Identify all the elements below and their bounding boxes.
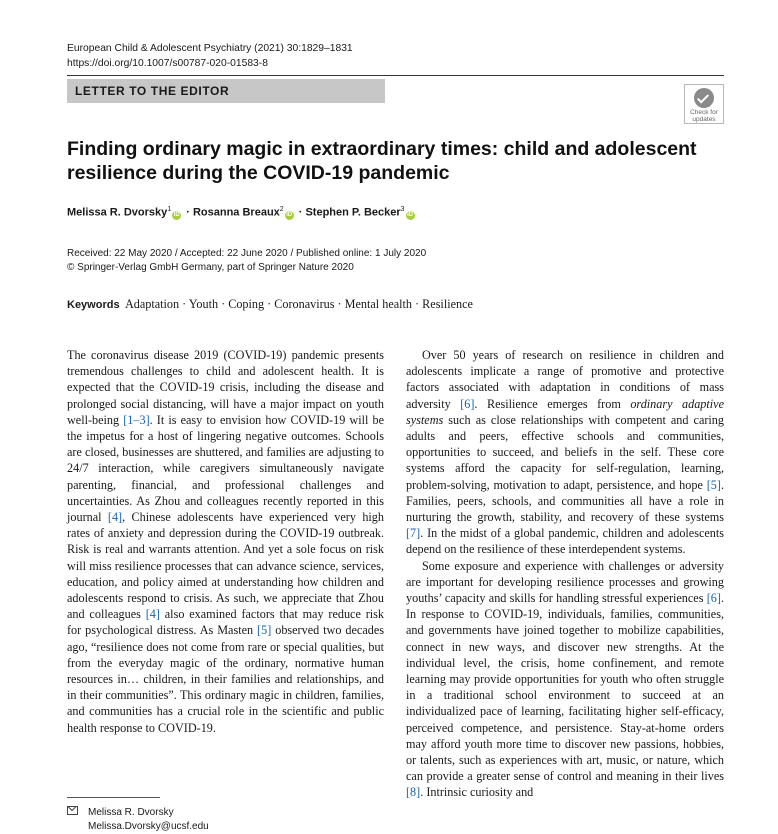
affiliation-marker: 1 bbox=[167, 206, 172, 213]
citation-link[interactable]: [6] bbox=[460, 396, 475, 411]
author-separator: · bbox=[183, 206, 193, 219]
copyright-notice: © Springer-Verlag GmbH Germany, part of Springer Nature 2020 bbox=[67, 261, 354, 273]
body-paragraph bbox=[406, 347, 724, 558]
citation-link[interactable]: [4] bbox=[107, 510, 123, 525]
contact-name: Melissa R. Dvorsky bbox=[88, 807, 174, 818]
check-for-updates-icon bbox=[694, 88, 714, 108]
orcid-icon[interactable]: iD bbox=[407, 211, 414, 218]
body-text: such as close relationships with competent and caring adults and peers, effective schools and communities, opportunities to succeed, and beliefs in the self. These core systems afford the capacity for self-regulation, learning, problem-solving, motivation to adapt, persistence, and hope bbox=[406, 412, 724, 492]
body-text: observed two decades ago, “resilience does not come from rare or special qualities, but from the everyday magic of the ordinary, normative human resources in… children, in their families and relationships, and in their communities”. This ordinary magic in children, families, and communities has a crucial role in the scientific and public health response to COVID-19. bbox=[67, 623, 384, 735]
footnote-rule bbox=[67, 797, 160, 798]
body-text: . In the midst of a global pandemic, children and adolescents depend on the resilience of these interdependent systems. bbox=[406, 526, 724, 557]
author-name[interactable]: Rosanna Breaux bbox=[192, 206, 280, 219]
badge-text: Check for updates bbox=[690, 109, 718, 123]
body-column-left bbox=[67, 347, 384, 736]
body-text: . Resilience emerges from bbox=[474, 396, 631, 411]
author-list bbox=[67, 206, 417, 220]
body-text: , Chinese adolescents have experienced very high rates of anxiety and depression during the COVID-19 outbreak. Risk is real and warrants attention. And yet a sole focus on risk will miss resilience processes that can advance science, services, education, and policy aimed at understanding how children and adolescents respond to crisis. As such, we appreciate that Zhou and colleagues bbox=[67, 510, 384, 622]
body-paragraph bbox=[67, 347, 384, 736]
author-separator: · bbox=[295, 206, 306, 219]
keywords-list: Adaptation · Youth · Coping · Coronavirus · Mental health · Resilience bbox=[124, 297, 473, 311]
body-paragraph bbox=[406, 558, 724, 801]
check-for-updates-button[interactable] bbox=[684, 84, 724, 124]
emphasized-text: ordinary adaptive systems bbox=[406, 396, 724, 427]
received-dates: Received: 22 May 2020 / Accepted: 22 June 2020 / Published online: 1 July 2020 bbox=[67, 248, 427, 259]
affiliation-marker: 2 bbox=[279, 206, 284, 213]
citation-link[interactable]: [8] bbox=[406, 785, 421, 800]
citation-link[interactable]: [6] bbox=[706, 591, 721, 606]
keywords-label: Keywords bbox=[67, 299, 120, 311]
header-rule bbox=[67, 75, 724, 76]
keywords-section bbox=[67, 297, 473, 312]
contact-email[interactable]: Melissa.Dvorsky@ucsf.edu bbox=[88, 821, 209, 832]
citation-link[interactable]: [5] bbox=[257, 623, 272, 638]
body-column-right bbox=[406, 347, 724, 801]
article-type-banner: LETTER TO THE EDITOR bbox=[67, 79, 385, 103]
body-text: Over 50 years of research on resilience in children and adolescents implicate a range of promotive and protective factors associated with adaptation in conditions of mass adversity bbox=[406, 348, 724, 411]
doi-link[interactable]: https://doi.org/10.1007/s00787-020-01583-8 bbox=[67, 57, 268, 69]
body-text: . In response to COVID-19, individuals, families, communities, and governments have joined together to mobilize capabilities, connect in new ways, and discover new strengths. At the individual level, the crisis, home confinement, and remote learning may provide opportunities for youth who often struggle in a traditional school environment to succeed at an individualized pace of learning, facilitating higher self-efficacy, perceived competence, and persistence. Stay-at-home orders may afford youth more time to discover new passions, hobbies, or talents, such as experiences with art, music, or nature, which can provide a greater sense of control and meaning in their lives bbox=[406, 591, 724, 784]
citation-link[interactable]: [1–3] bbox=[123, 412, 150, 427]
corresponding-author bbox=[67, 806, 209, 834]
affiliation-marker: 3 bbox=[400, 206, 405, 213]
citation-link[interactable]: [7] bbox=[406, 526, 421, 541]
body-text: also examined factors that may reduce risk for psychological distress. As Masten bbox=[67, 607, 384, 638]
body-text: Some exposure and experience with challenges or adversity are important for developing resilience processes and growing youths’ capacity and skills for handling stressful experiences bbox=[406, 558, 724, 606]
body-text: . Intrinsic curiosity and bbox=[420, 785, 534, 800]
journal-line: European Child & Adolescent Psychiatry (2021) 30:1829–1831 bbox=[67, 43, 353, 54]
citation-link[interactable]: [4] bbox=[145, 607, 160, 622]
body-text: . It is easy to envision how COVID-19 will be the impetus for a host of lingering negative outcomes. Schools are closed, businesses are shuttered, and families are adjusting to 24/7 interaction, while caregivers simultaneously navigate parenting, financial, and professional challenges and uncertainties. As Zhou and colleagues recently reported in this journal bbox=[67, 412, 384, 525]
publication-dates bbox=[67, 247, 426, 274]
orcid-icon[interactable]: iD bbox=[173, 211, 180, 218]
author-name[interactable]: Stephen P. Becker bbox=[305, 206, 401, 219]
journal-citation bbox=[67, 42, 353, 71]
article-title: Finding ordinary magic in extraordinary times: child and adolescent resilience during the COVID-19 pandemic bbox=[67, 138, 697, 184]
citation-link[interactable]: [5] bbox=[706, 477, 721, 492]
envelope-icon bbox=[67, 806, 78, 815]
body-text: . Families, peers, schools, and communities all have a role in nurturing the growth, stability, and recovery of these systems bbox=[406, 477, 724, 525]
author-name[interactable]: Melissa R. Dvorsky bbox=[67, 206, 168, 219]
orcid-icon[interactable]: iD bbox=[286, 211, 293, 218]
body-text: The coronavirus disease 2019 (COVID-19) pandemic presents tremendous challenges to child and adolescent health. It is expected that the COVID-19 crisis, including the disease and prolonged social distancing, will have a major impact on youth well-being bbox=[67, 348, 384, 427]
